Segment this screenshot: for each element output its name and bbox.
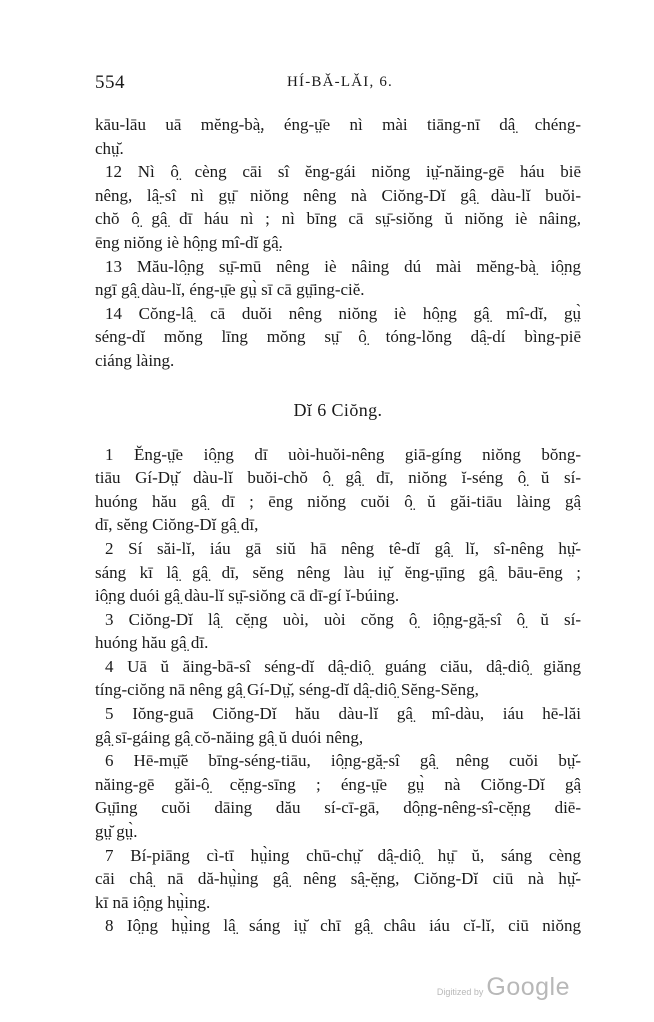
- text-line: gṳ̆ gṳ̀.: [95, 822, 138, 842]
- text-line: huóng hău gâ̤ dī.: [95, 633, 209, 653]
- page-number: 554: [95, 72, 125, 93]
- watermark-caption: Digitized by: [436, 987, 484, 997]
- text-line: 5 Iŏng-guā Ciŏng-Dĭ hău dàu-lĭ gâ̤ mî-dàu, iáu hē-lăi: [105, 704, 581, 724]
- text-line: 3 Ciŏng-Dĭ lâ̤ cĕ̤ng uòi, uòi cŏng ô̤ iô̤ng-gă̤-sî ô̤ ŭ sí-: [105, 609, 581, 629]
- text-before-heading: [95, 113, 581, 373]
- text-line: 6 Hē-mṳ̄ĕ bīng-séng-tiāu, iô̤ng-gă̤-sî gâ̤ nêng cuŏi bṳ̆-: [105, 751, 581, 771]
- text-line: 14 Cŏng-lâ̤ cā duŏi nêng niŏng iè hô̤ng gâ̤ mî-dĭ, gṳ̀: [105, 303, 581, 323]
- text-line: cāi châ̤ nā dă-hṳ̀ing gâ̤ nêng sâ̤-ĕ̤ng, Ciŏng-Dĭ ciū nà hṳ̆-: [95, 869, 581, 889]
- digitization-watermark: [437, 973, 570, 1002]
- text-line: năing-gē găi-ô̤ cĕ̤ng-sīng ; éng-ṳ̄e gṳ̀ nà Ciŏng-Dĭ gâ̤: [95, 774, 581, 794]
- text-line: kāu-lāu uā mĕng-bà̤, éng-ṳ̄e nì mài tiāng-nī dâ̤ chéng-: [95, 115, 581, 134]
- text-line: kī nā iô̤ng hṳ̀ing.: [95, 892, 211, 912]
- text-line: iô̤ng duói gâ̤ dàu-lĭ sṳ̄-siŏng cā dī-gí ĭ-búing.: [95, 586, 400, 606]
- text-line: nêng, lâ̤-sî nì gṳ̄ niŏng nêng nà Ciŏng-Dĭ gâ̤ dàu-lĭ buŏi-: [95, 185, 581, 205]
- text-line: gâ̤ sī-gáing gâ̤ cŏ-năing gâ̤ ŭ duói nêng,: [95, 727, 364, 747]
- page-header: [95, 72, 585, 98]
- text-line: chṳ̆.: [95, 138, 124, 158]
- text-line: 2 Sí săi-lĭ, iáu gā siŭ hā nêng tê-dĭ gâ̤ lĭ, sî-nêng hṳ̆-: [105, 538, 581, 558]
- text-line: tíng-ciŏng nā nêng gâ̤ Gí-Dṳ̆, séng-dĭ dâ̤-diô̤ Sĕng-Sĕng,: [95, 680, 479, 700]
- text-after-heading: [95, 443, 581, 938]
- text-line: ēng niŏng iè hô̤ng mî-dĭ gâ̤.: [95, 232, 283, 252]
- text-line: 1 Ĕng-ṳ̄e iô̤ng dī uòi-huŏi-nêng giā-gíng niŏng bŏng-: [105, 444, 581, 464]
- text-line: huóng hău gâ̤ dī ; ēng niŏng cuŏi ô̤ ŭ găi-tiāu làing gâ̤: [95, 491, 581, 511]
- text-line: ciáng làing.: [95, 350, 175, 370]
- text-line: Gṳ̄ing cuŏi dāing dău sí-cī-gā, dô̤ng-nêng-sî-cĕ̤ng diē-: [95, 798, 581, 818]
- text-line: 7 Bí-piāng cì-tī hṳ̀ing chū-chṳ̆ dâ̤-diô̤ hṳ̄ ŭ, sáng cèng: [105, 845, 581, 865]
- text-line: sáng kī lâ̤ gâ̤ dī, sĕng nêng làu iṳ̆ ĕng-ṳ̄ing gâ̤ bāu-ēng ;: [95, 562, 581, 582]
- text-line: séng-dĭ mŏng līng mŏng sṳ̄ ô̤ tóng-lŏng dâ̤-dí bìng-piē: [95, 327, 581, 347]
- text-line: 8 Iô̤ng hṳ̀ing lâ̤ sáng iṳ̆ chī gâ̤ châu iáu cĭ-lĭ, ciū niŏng: [105, 916, 581, 936]
- body-text: [95, 113, 581, 938]
- text-line: chŏ ô̤ gâ̤ dī háu nì ; nì bīng cā sṳ̄-siŏng ŭ niŏng iè nâing,: [95, 209, 581, 229]
- chapter-heading: Dĭ 6 Ciŏng.: [293, 399, 383, 420]
- text-line: ngī gâ̤ dàu-lĭ, éng-ṳ̄e gṳ̀ sī cā gṳ̄ing-ciĕ.: [95, 280, 365, 300]
- google-logo: Google: [486, 973, 570, 1001]
- text-line: 13 Mău-lô̤ng sṳ̄-mū nêng iè nâing dú mài mĕng-bà̤ iô̤ng: [105, 256, 581, 276]
- text-line: 4 Uā ŭ ăing-bā-sî séng-dĭ dâ̤-diô̤ guáng ciău, dâ̤-diô̤ giăng: [105, 656, 581, 676]
- running-title: HÍ-BǍ-LǍI, 6.: [287, 74, 393, 90]
- text-line: tiāu Gí-Dṳ̆ dàu-lĭ buŏi-chŏ ô̤ gâ̤ dī, niŏng ĭ-séng ô̤ ŭ sí-: [95, 468, 581, 488]
- text-line: dī, sĕng Ciŏng-Dĭ gâ̤ dī,: [95, 515, 259, 535]
- text-line: 12 Nì ô̤ cèng cāi sî ĕng-gái niŏng iṳ̆-năing-gē háu biē: [105, 162, 581, 182]
